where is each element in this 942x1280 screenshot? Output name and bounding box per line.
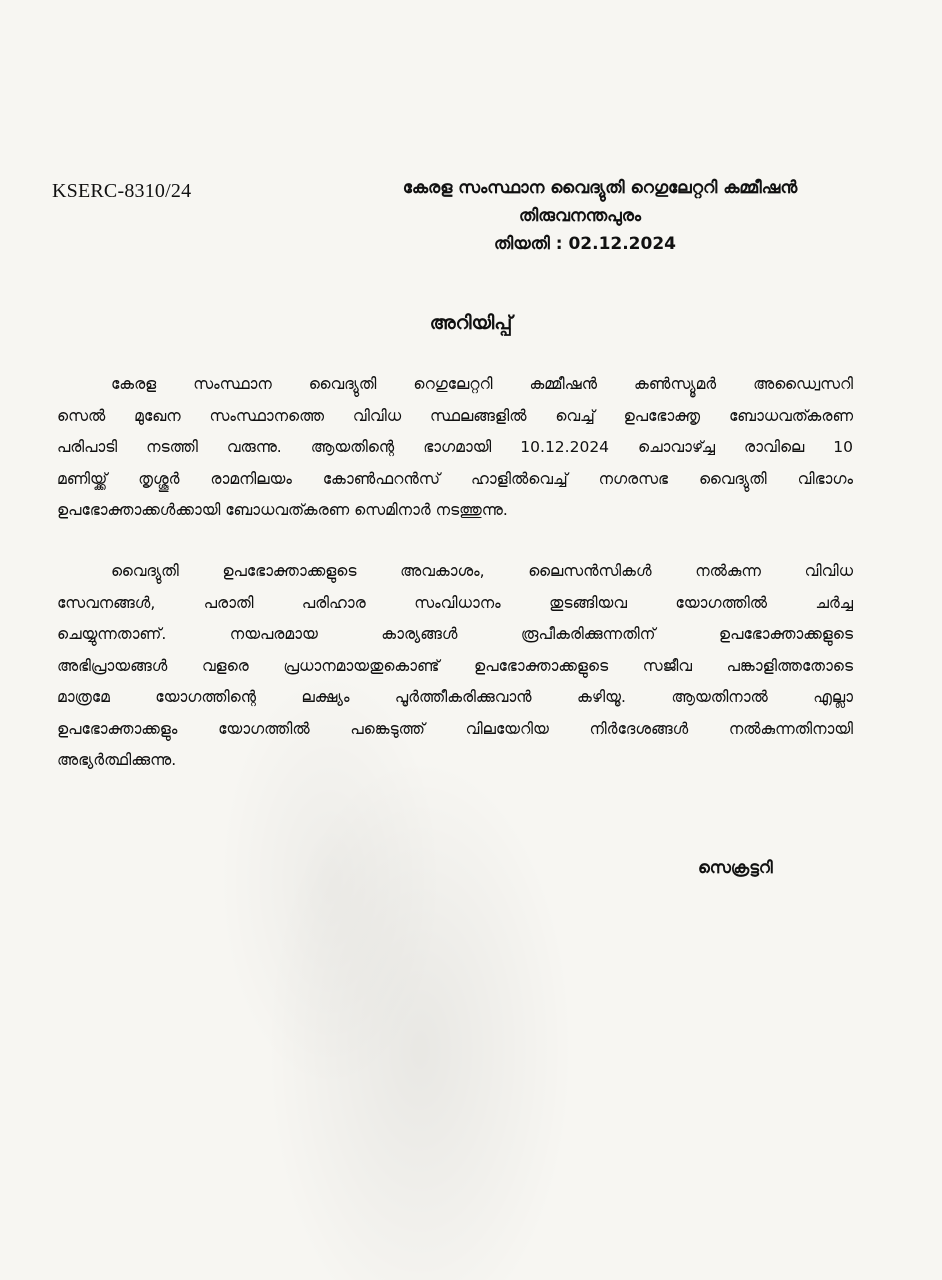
paragraph-2-line: വൈദ്യുതി ഉപഭോക്താക്കളുടെ അവകാശം, ലൈസൻസികൾ നൽകുന്ന വിവിധ	[111, 562, 853, 580]
paragraph-1	[57, 369, 853, 527]
paragraph-1-line: സെൽ മുഖേന സംസ്ഥാനത്തെ വിവിധ സ്ഥലങ്ങളിൽ വെച്ച് ഉപഭോക്തൃ ബോധവത്കരണ	[57, 406, 853, 425]
letterhead	[300, 174, 900, 258]
paragraph-2	[57, 556, 853, 777]
organization-name: കേരള സംസ്ഥാന വൈദ്യുതി റെഗുലേറ്ററി കമ്മീഷൻ	[402, 178, 798, 198]
date-line: തിയതി : 02.12.2024	[493, 234, 676, 254]
paragraph-2-line: അഭ്യർത്ഥിക്കുന്നു.	[57, 751, 177, 769]
city-name: തിരുവനന്തപുരം	[519, 206, 641, 226]
paragraph-2-line: ഉപഭോക്താക്കളും യോഗത്തിൽ പങ്കെടുത്ത് വിലയേറിയ നിർദേശങ്ങൾ നൽകുന്നതിനായി	[57, 719, 853, 738]
paragraph-1-line: ഉപഭോക്താക്കൾക്കായി ബോധവത്കരണ സെമിനാർ നടത്തുന്നു.	[57, 501, 508, 519]
paragraph-1-line: പരിപാടി നടത്തി വരുന്നു. ആയതിന്റെ ഭാഗമായി 10.12.2024 ചൊവാഴ്ച്ച രാവിലെ 10	[57, 438, 853, 456]
paragraph-1-line: കേരള സംസ്ഥാന വൈദ്യുതി റെഗുലേറ്ററി കമ്മീഷൻ കൺസ്യൂമർ അഡ്വൈസറി	[111, 375, 853, 393]
paragraph-2-line: ചെയ്യുന്നതാണ്. നയപരമായ കാര്യങ്ങൾ രൂപീകരിക്കുന്നതിന് ഉപഭോക്താക്കളുടെ	[57, 625, 853, 643]
reference-number: KSERC-8310/24	[52, 180, 192, 202]
paragraph-2-line: അഭിപ്രായങ്ങൾ വളരെ പ്രധാനമായതുകൊണ്ട് ഉപഭോക്താക്കളുടെ സജീവ പങ്കാളിത്തതോടെ	[57, 656, 853, 675]
paragraph-2-line: സേവനങ്ങൾ, പരാതി പരിഹാര സംവിധാനം തുടങ്ങിയവ യോഗത്തിൽ ചർച്ച	[57, 593, 853, 612]
paragraph-1-line: മണിയ്ക്ക് തൃശ്ശൂർ രാമനിലയം കോൺഫറൻസ് ഹാളിൽവെച്ച് നഗരസഭ വൈദ്യുതി വിഭാഗം	[57, 469, 853, 488]
signature-designation: സെക്രട്ടറി	[698, 858, 773, 877]
notice-title: അറിയിപ്പ്	[429, 312, 513, 334]
paragraph-2-line: മാത്രമേ യോഗത്തിന്റെ ലക്ഷ്യം പൂർത്തീകരിക്കുവാൻ കഴിയൂ. ആയതിനാൽ എല്ലാ	[57, 688, 853, 706]
